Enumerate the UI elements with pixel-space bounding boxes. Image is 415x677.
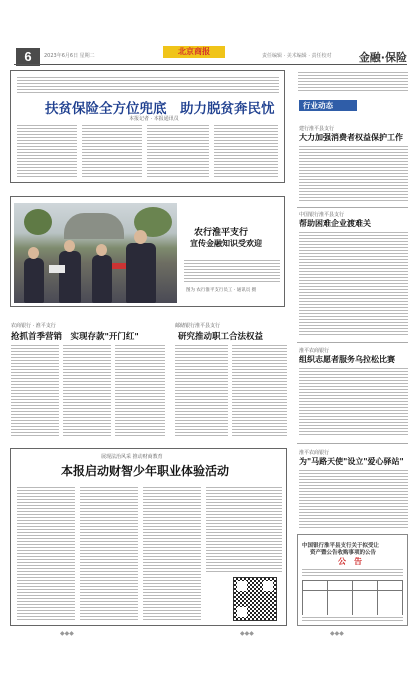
notice-subtitle: 资产暨公告收购事项的公告 (310, 550, 377, 556)
sidebar-divider (297, 443, 408, 444)
feature-photo (14, 203, 177, 303)
body-column (17, 485, 75, 621)
body-column (232, 343, 287, 438)
body-column (82, 123, 142, 179)
feature-headline-2: 宣传金融知识受欢迎 (190, 238, 262, 248)
sidebar-body (299, 468, 408, 528)
sidebar-kicker: 建行淮平县支行 (299, 126, 335, 132)
body-column (147, 123, 209, 179)
sidebar-headline: 为"马路天使"设立"爱心驿站" (299, 456, 404, 466)
date-line: 2023年6月6日 星期二 (44, 53, 95, 59)
top-story-headline: 扶贫保险全方位兜底 助力脱贫奔民忧 (45, 101, 275, 117)
qr-code (233, 577, 277, 621)
bottom-story-headline: 本报启动财智少年职业体验活动 (61, 464, 230, 478)
footer-ornament-right: ◆◆◆ (240, 630, 254, 637)
body-column (17, 123, 77, 179)
top-story-box (10, 70, 285, 183)
mid-right-kicker: 邮储银行淮平县支行 (175, 323, 221, 329)
sidebar-divider (297, 207, 408, 208)
sidebar-kicker: 中国银行淮平县支行 (299, 212, 345, 218)
notice-box (297, 534, 408, 626)
sidebar-headline: 大力加强消费者权益保护工作 (299, 132, 403, 142)
feature-caption: 图为 农行淮平支行员工 · 通讯员 摄 (186, 288, 257, 293)
body-column (63, 343, 111, 438)
notice-footer (302, 615, 403, 623)
body-column (206, 485, 282, 573)
sidebar-headline: 帮助困难企业渡难关 (299, 218, 371, 228)
page-number: 6 (16, 48, 40, 66)
sidebar-body (299, 366, 408, 436)
body-column (80, 485, 138, 621)
notice-title: 中国银行淮平县支行关于拟受让 (302, 543, 380, 549)
editor-line: 责任编辑 · 美术编辑 · 责任校对 (262, 53, 332, 59)
body-column (175, 343, 228, 438)
sidebar-headline: 组织志愿者服务乌拉松比赛 (299, 354, 395, 364)
mid-left-headline: 抢抓首季营销 实现存款"开门红" (11, 332, 139, 342)
feature-headline-1: 农行淮平支行 (194, 228, 249, 238)
bottom-story-kicker: 展现法治风采 推动财商教育 (101, 454, 163, 460)
sidebar-body (299, 230, 408, 336)
mid-right-headline: 研究推动职工合法权益 (178, 332, 264, 342)
sidebar-kicker: 淮平农商银行 (299, 348, 330, 354)
notice-text (302, 567, 403, 577)
footer-ornament-left: ◆◆◆ (60, 630, 74, 637)
sidebar-kicker: 淮平农商银行 (299, 450, 330, 456)
sidebar-body (299, 144, 408, 202)
footer-ornament-far-right: ◆◆◆ (330, 630, 344, 637)
body-column (115, 343, 165, 438)
notice-heading: 公 告 (338, 556, 362, 566)
mid-left-kicker: 农商银行 · 淮平支行 (11, 323, 56, 329)
sidebar-tag: 行业动态 (299, 100, 357, 111)
body-column (143, 485, 201, 621)
masthead: 北京商报 (163, 46, 225, 58)
feature-caption-text (184, 258, 280, 284)
section-title: 金融·保险 (358, 51, 407, 64)
body-column (11, 343, 59, 438)
top-story-byline: 本报记者 · 本报通讯员 (129, 116, 179, 122)
sidebar-intro-text (298, 70, 408, 92)
body-column (214, 123, 278, 179)
sidebar-divider (297, 342, 408, 343)
header-rule (14, 64, 407, 65)
lead-text (17, 75, 279, 95)
notice-table (302, 580, 403, 618)
